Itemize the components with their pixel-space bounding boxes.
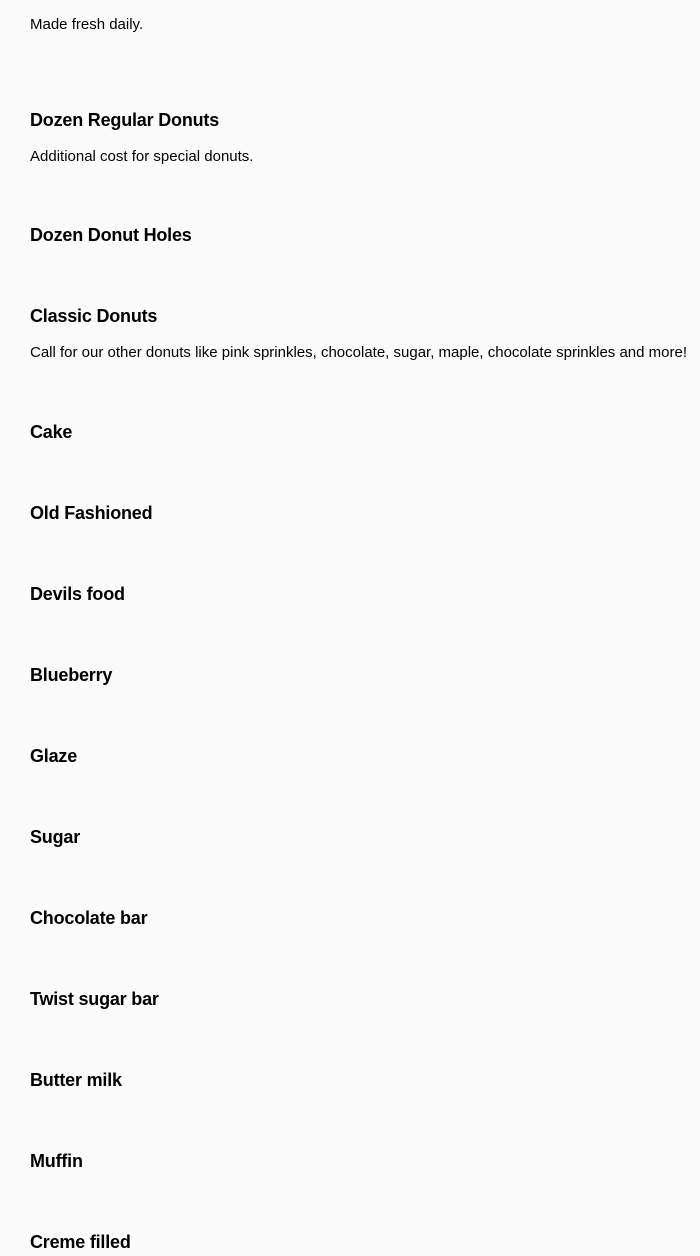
menu-item-title-butter-milk: Butter milk: [30, 1070, 122, 1090]
menu-item-title-dozen-donut-holes: Dozen Donut Holes: [30, 225, 192, 245]
menu-item-title-blueberry: Blueberry: [30, 665, 113, 685]
menu-item-title-classic-donuts: Classic Donuts: [30, 306, 158, 326]
menu-item-description-classic-donuts: Call for our other donuts like pink sprinkles, chocolate, sugar, maple, chocolate sprinkles and more!: [30, 344, 688, 361]
menu-item-title-old-fashioned: Old Fashioned: [30, 503, 153, 523]
menu-item-title-twist-sugar-bar: Twist sugar bar: [30, 989, 159, 1009]
intro-text: Made fresh daily.: [30, 16, 144, 33]
menu-item-title-sugar: Sugar: [30, 827, 81, 847]
menu-item-title-creme-filled: Creme filled: [30, 1232, 131, 1252]
menu-item-title-dozen-regular-donuts: Dozen Regular Donuts: [30, 110, 220, 130]
menu-item-title-glaze: Glaze: [30, 746, 78, 766]
menu-item-description-dozen-regular-donuts: Additional cost for special donuts.: [30, 148, 254, 165]
menu-item-title-chocolate-bar: Chocolate bar: [30, 908, 148, 928]
menu-item-title-devils-food: Devils food: [30, 584, 125, 604]
menu-item-title-muffin: Muffin: [30, 1151, 83, 1171]
menu-item-title-cake: Cake: [30, 422, 73, 442]
